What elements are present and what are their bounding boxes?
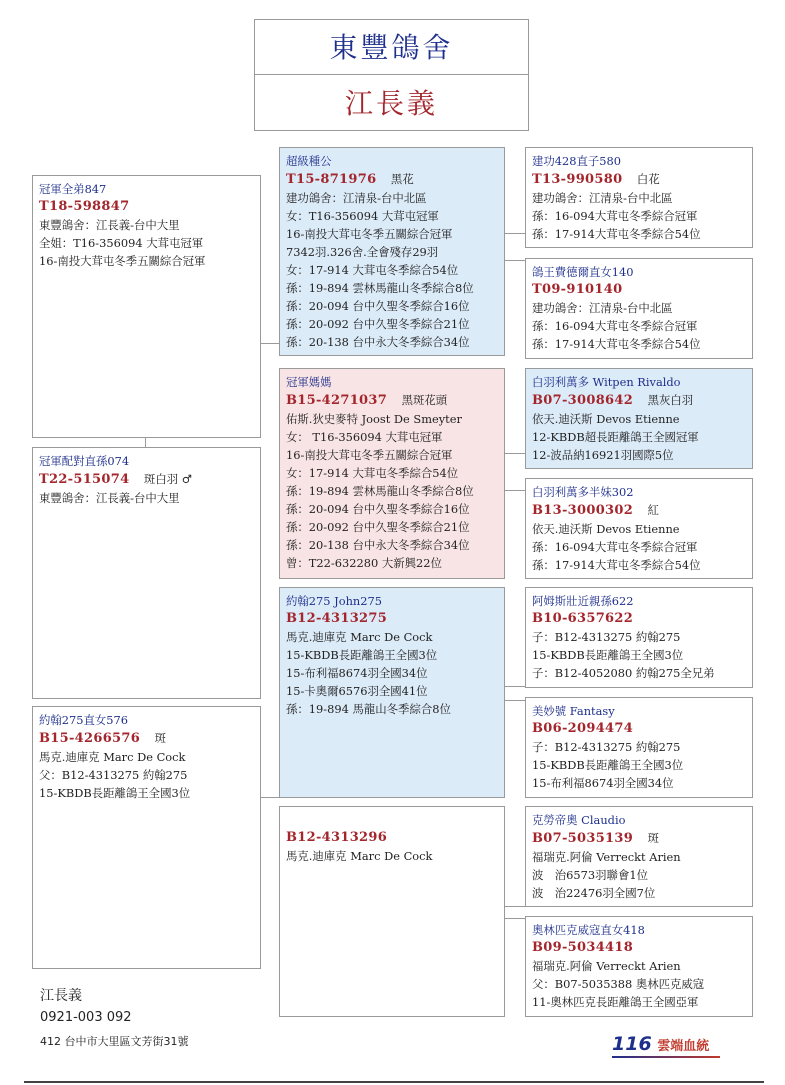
pigeon-name: 奧林匹克威寇直女418 bbox=[532, 923, 645, 937]
logo-underline bbox=[612, 1056, 720, 1058]
connector bbox=[504, 260, 526, 261]
pigeon-color: 斑 bbox=[647, 831, 659, 845]
brand-logo bbox=[612, 1033, 709, 1055]
footer-address: 412 台中市大里區文芳街31號 bbox=[40, 1035, 189, 1048]
logo-number: 116 bbox=[612, 1033, 652, 1055]
pigeon-name: 白羽利萬多半妹302 bbox=[532, 485, 634, 499]
pigeon-color: 斑白羽 ♂ bbox=[143, 472, 192, 486]
pigeon-card-s3d bbox=[525, 697, 753, 798]
info-line: 孫：20-138 台中永大冬季綜合34位 bbox=[286, 538, 470, 552]
info-line: 16-南投大茸屯冬季五關綜合冠軍 bbox=[286, 227, 453, 241]
info-line: 16-南投大茸屯冬季五關綜合冠軍 bbox=[286, 448, 453, 462]
pigeon-name: 白羽利萬多 Witpen Rivaldo bbox=[532, 375, 681, 389]
info-line: 孫：20-092 台中久聖冬季綜合21位 bbox=[286, 520, 470, 534]
ring-number: T18-598847 bbox=[39, 199, 130, 214]
info-line: 孫：17-914大茸屯冬季綜合54位 bbox=[532, 558, 701, 572]
info-line: 15-布利福8674羽全國34位 bbox=[532, 776, 674, 790]
ring-number: B13-3000302 bbox=[532, 503, 634, 518]
info-line: 孫：16-094大茸屯冬季綜合冠軍 bbox=[532, 319, 698, 333]
info-line: 福瑞克.阿倫 Verreckt Arien bbox=[532, 850, 681, 864]
loft-title-box bbox=[254, 19, 529, 75]
pigeon-card-sd bbox=[525, 258, 753, 359]
pigeon-color: 紅 bbox=[647, 503, 659, 517]
connector bbox=[504, 700, 526, 701]
pigeon-card-dam2 bbox=[32, 706, 261, 969]
pigeon-name: 約翰275 John275 bbox=[286, 594, 382, 608]
info-line: 父：B07-5035388 奧林匹克威寇 bbox=[532, 977, 705, 991]
pigeon-card-s3s bbox=[525, 587, 753, 688]
pigeon-name: 克勞帝奧 Claudio bbox=[532, 813, 626, 827]
info-line: 孫：17-914大茸屯冬季綜合54位 bbox=[532, 337, 701, 351]
ring-number: T13-990580 bbox=[532, 172, 623, 187]
footer-owner: 江長義 bbox=[40, 988, 82, 1004]
info-line: 東豐鴿舍：江長義-台中大里 bbox=[39, 218, 180, 232]
info-line: 東豐鴿舍：江長義-台中大里 bbox=[39, 491, 180, 505]
info-line: 孫：19-894 雲林馬龍山冬季綜合8位 bbox=[286, 281, 474, 295]
info-line: 女：T16-356094 大茸屯冠軍 bbox=[286, 209, 439, 223]
loft-title: 東豐鴿舍 bbox=[329, 31, 454, 64]
info-line: 15-卡奧爾6576羽全國41位 bbox=[286, 684, 428, 698]
connector bbox=[504, 233, 526, 234]
info-line: 馬克.迪庫克 Marc De Cock bbox=[39, 750, 186, 764]
pigeon-color: 黑斑花頭 bbox=[401, 393, 448, 407]
connector bbox=[504, 906, 526, 907]
connector bbox=[504, 490, 526, 491]
info-line: 16-南投大茸屯冬季五關綜合冠軍 bbox=[39, 254, 206, 268]
ring-number: T22-515074 bbox=[39, 472, 130, 487]
pigeon-card-d3d bbox=[525, 916, 753, 1017]
pigeon-card-subject bbox=[32, 175, 261, 438]
pigeon-color: 黑灰白羽 bbox=[647, 393, 694, 407]
info-line: 子：B12-4313275 約翰275 bbox=[532, 740, 681, 754]
info-line: 子：B12-4313275 約翰275 bbox=[532, 630, 681, 644]
info-line: 馬克.迪庫克 Marc De Cock bbox=[286, 630, 433, 644]
info-line: 馬克.迪庫克 Marc De Cock bbox=[286, 849, 433, 863]
info-line: 建功鴿舍：江清泉-台中北區 bbox=[532, 301, 673, 315]
info-line: 15-KBDB長距離鴿王全國3位 bbox=[532, 758, 684, 772]
connector bbox=[504, 686, 526, 687]
pigeon-card-d3s bbox=[525, 806, 753, 907]
info-line: 依天.迪沃斯 Devos Etienne bbox=[532, 412, 680, 426]
connector bbox=[504, 918, 526, 919]
info-line: 曾：T22-632280 大新興22位 bbox=[286, 556, 442, 570]
pigeon-color: 黑花 bbox=[390, 172, 414, 186]
owner-title-box bbox=[254, 74, 529, 131]
pigeon-name: 鴿王費德爾直女140 bbox=[532, 265, 634, 279]
ring-number: B10-6357622 bbox=[532, 611, 634, 626]
info-line: 佑斯.狄史麥特 Joost De Smeyter bbox=[286, 412, 462, 426]
info-line: 孫：17-914大茸屯冬季綜合54位 bbox=[532, 227, 701, 241]
info-line: 依天.迪沃斯 Devos Etienne bbox=[532, 522, 680, 536]
info-line: 12-波品納16921羽國際5位 bbox=[532, 448, 674, 462]
owner-title: 江長義 bbox=[344, 87, 438, 120]
footer-phone: 0921-003 092 bbox=[40, 1010, 132, 1025]
info-line: 福瑞克.阿倫 Verreckt Arien bbox=[532, 959, 681, 973]
info-line: 孫：20-092 台中久聖冬季綜合21位 bbox=[286, 317, 470, 331]
pigeon-card-sire3 bbox=[279, 587, 505, 798]
pigeon-name: 美妙號 Fantasy bbox=[532, 704, 615, 718]
ring-number: B09-5034418 bbox=[532, 940, 634, 955]
info-line: 孫：19-894 馬龍山冬季綜合8位 bbox=[286, 702, 451, 716]
pigeon-card-dam3 bbox=[279, 806, 505, 1017]
info-line: 孫：19-894 雲林馬龍山冬季綜合8位 bbox=[286, 484, 474, 498]
pigeon-color: 白花 bbox=[636, 172, 660, 186]
info-line: 女：17-914 大茸屯冬季綜合54位 bbox=[286, 263, 459, 277]
pigeon-name: 約翰275直女576 bbox=[39, 713, 129, 727]
info-line: 15-KBDB長距離鴿王全國3位 bbox=[532, 648, 684, 662]
info-line: 孫：16-094大茸屯冬季綜合冠軍 bbox=[532, 209, 698, 223]
pigeon-card-sire bbox=[279, 147, 505, 356]
connector bbox=[504, 453, 526, 454]
info-line: 15-KBDB長距離鴿王全國3位 bbox=[39, 786, 191, 800]
info-line: 父：B12-4313275 約翰275 bbox=[39, 768, 188, 782]
ring-number: T15-871976 bbox=[286, 172, 377, 187]
ring-number: B15-4266576 bbox=[39, 731, 141, 746]
pigeon-card-ss bbox=[525, 147, 753, 248]
info-line: 女：17-914 大茸屯冬季綜合54位 bbox=[286, 466, 459, 480]
pigeon-name: 冠軍配對直孫074 bbox=[39, 454, 130, 468]
ring-number: B07-5035139 bbox=[532, 831, 634, 846]
ring-number: B15-4271037 bbox=[286, 393, 388, 408]
info-line: 女： T16-356094 大茸屯冠軍 bbox=[286, 430, 443, 444]
pigeon-name: 冠軍媽媽 bbox=[286, 375, 332, 389]
pigeon-name: 超級種公 bbox=[286, 154, 332, 168]
pigeon-card-subject2 bbox=[32, 447, 261, 699]
info-line: 建功鴿舍：江清泉-台中北區 bbox=[286, 191, 427, 205]
info-line: 15-KBDB長距離鴿王全國3位 bbox=[286, 648, 438, 662]
pigeon-name: 建功428直子580 bbox=[532, 154, 622, 168]
info-line: 孫：20-094 台中久聖冬季綜合16位 bbox=[286, 502, 470, 516]
info-line: 建功鴿舍：江清泉-台中北區 bbox=[532, 191, 673, 205]
info-line: 孫：20-094 台中久聖冬季綜合16位 bbox=[286, 299, 470, 313]
ring-number: B12-4313296 bbox=[286, 830, 388, 845]
pigeon-name: 阿姆斯壯近親孫622 bbox=[532, 594, 634, 608]
info-line: 子：B12-4052080 約翰275全兄弟 bbox=[532, 666, 715, 680]
connector bbox=[260, 797, 280, 798]
ring-number: T09-910140 bbox=[532, 282, 623, 297]
info-line: 12-KBDB超長距離鴿王全國冠軍 bbox=[532, 430, 699, 444]
pigeon-color: 斑 bbox=[154, 731, 166, 745]
connector bbox=[260, 343, 280, 344]
info-line: 全姐：T16-356094 大茸屯冠軍 bbox=[39, 236, 204, 250]
ring-number: B07-3008642 bbox=[532, 393, 634, 408]
info-line: 15-布利福8674羽全國34位 bbox=[286, 666, 428, 680]
logo-text: 雲端血統 bbox=[657, 1039, 710, 1054]
info-line: 波 治22476羽全國7位 bbox=[532, 886, 656, 900]
ring-number: B12-4313275 bbox=[286, 611, 388, 626]
pigeon-card-ds bbox=[525, 368, 753, 469]
info-line: 11-奧林匹克長距離鴿王全國亞軍 bbox=[532, 995, 699, 1009]
pigeon-name: 冠軍全弟847 bbox=[39, 182, 107, 196]
info-line: 7342羽.326舍.全會殘存29羽 bbox=[286, 245, 439, 259]
info-line: 孫：16-094大茸屯冬季綜合冠軍 bbox=[532, 540, 698, 554]
pigeon-card-dd bbox=[525, 478, 753, 579]
info-line: 波 治6573羽聯會1位 bbox=[532, 868, 648, 882]
pigeon-card-dam bbox=[279, 368, 505, 579]
ring-number: B06-2094474 bbox=[532, 721, 634, 736]
bottom-rule bbox=[24, 1081, 764, 1083]
info-line: 孫：20-138 台中永大冬季綜合34位 bbox=[286, 335, 470, 349]
